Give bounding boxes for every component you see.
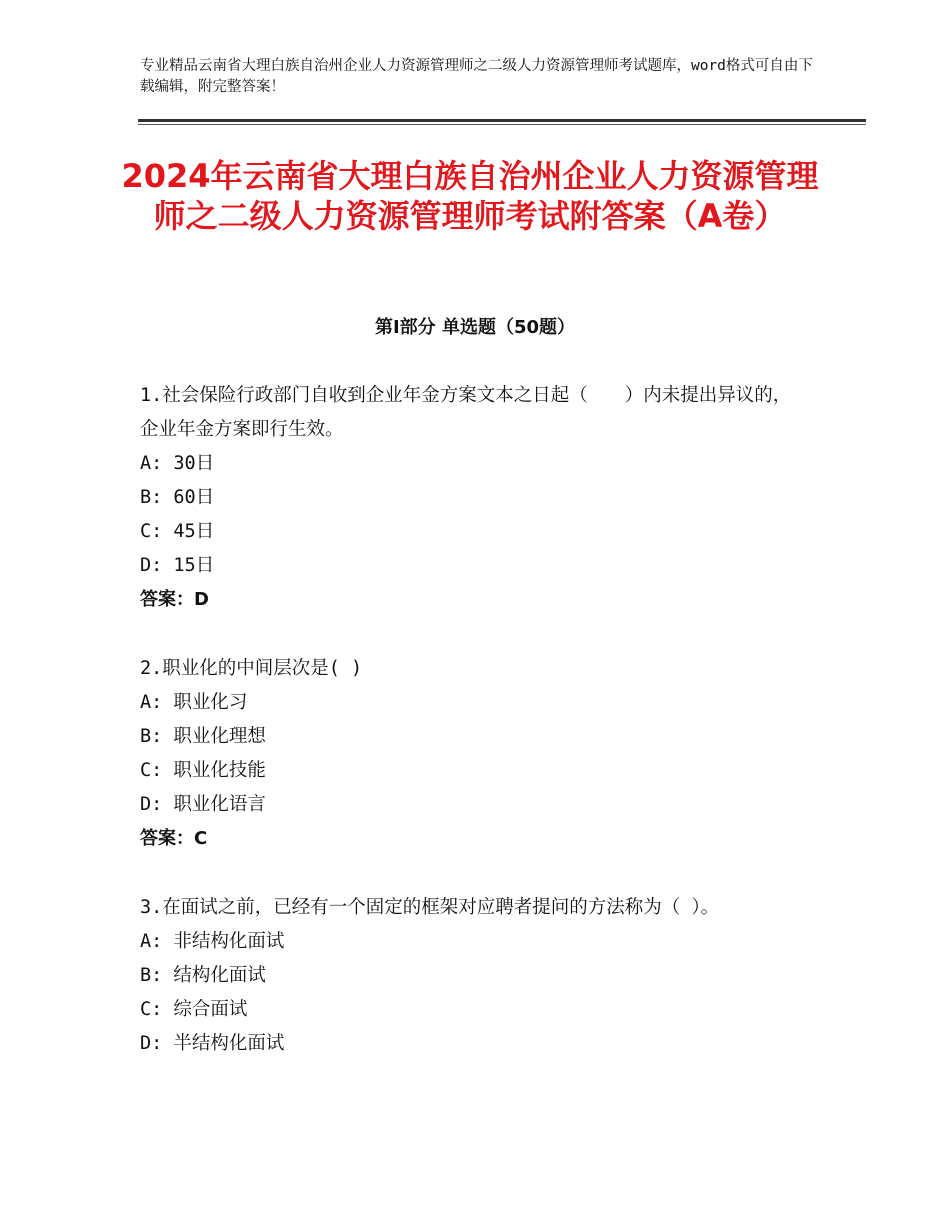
option-b: B: 职业化理想 (140, 726, 266, 747)
option-b: B: 结构化面试 (140, 965, 266, 986)
header-note: 专业精品云南省大理白族自治州企业人力资源管理师之二级人力资源管理师考试题库，word格式可自由下载编辑，附完整答案！ (140, 58, 813, 95)
question-2 (140, 652, 800, 856)
option-d: D: 职业化语言 (140, 794, 266, 815)
question-1 (140, 379, 800, 617)
option-b: B: 60日 (140, 487, 215, 508)
option-c: C: 职业化技能 (140, 760, 266, 781)
answer: 答案：D (140, 589, 209, 610)
header-divider (138, 119, 866, 122)
option-a: A: 职业化习 (140, 692, 248, 713)
option-c: C: 45日 (140, 521, 215, 542)
question-stem: 3.在面试之前，已经有一个固定的框架对应聘者提问的方法称为（ ）。 (140, 897, 720, 918)
question-3 (140, 891, 800, 1061)
document-title: 2024年云南省大理白族自治州企业人力资源管理师之二级人力资源管理师考试附答案（A卷） (121, 157, 819, 235)
question-stem: 2.职业化的中间层次是( ) (140, 658, 363, 679)
answer: 答案：C (140, 828, 208, 849)
option-c: C: 综合面试 (140, 999, 248, 1020)
option-d: D: 15日 (140, 555, 215, 576)
option-d: D: 半结构化面试 (140, 1033, 285, 1054)
section-heading: 第Ⅰ部分 单选题（50题） (374, 317, 575, 338)
option-a: A: 非结构化面试 (140, 931, 285, 952)
header-divider-thin (138, 124, 866, 125)
option-a: A: 30日 (140, 453, 215, 474)
question-stem: 1.社会保险行政部门自收到企业年金方案文本之日起（ ）内未提出异议的，企业年金方案即行生效。 (140, 385, 792, 440)
